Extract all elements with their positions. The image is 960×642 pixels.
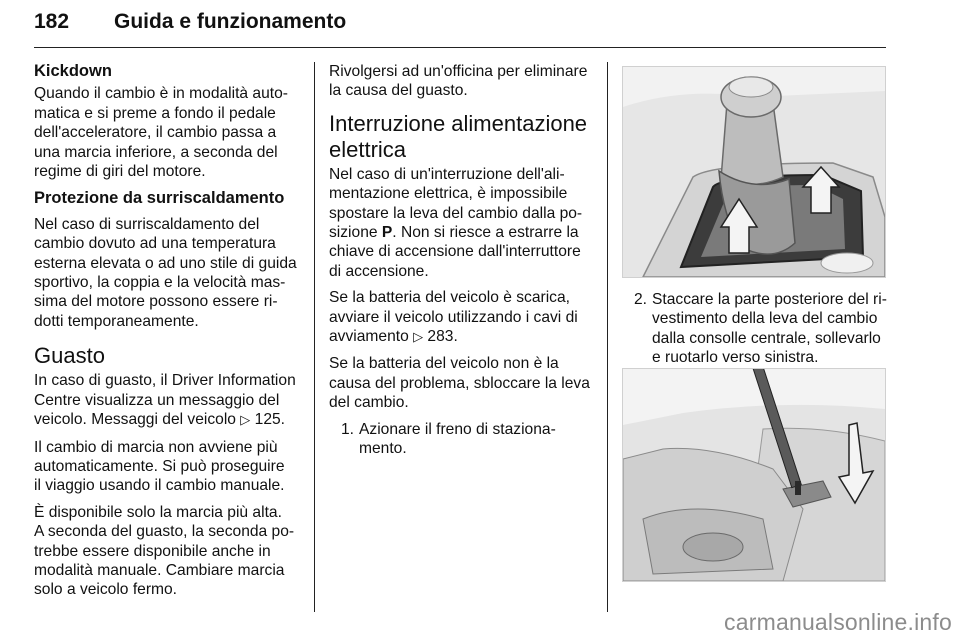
text-line: regime di giri del motore. xyxy=(34,163,206,181)
text-line: Se la batteria del veicolo è scarica, xyxy=(329,289,570,307)
overheat-heading: Protezione da surriscaldamento xyxy=(34,189,285,208)
park-position-label: P xyxy=(381,224,393,242)
text-line xyxy=(329,327,599,347)
text-line: È disponibile solo la marcia più alta. xyxy=(34,503,282,521)
text-line: del cambio. xyxy=(329,394,409,412)
text-line: Azionare il freno di staziona- xyxy=(359,420,556,438)
text-line: Se la batteria del veicolo non è la xyxy=(329,355,559,373)
text-line xyxy=(329,223,599,242)
text-line: dalla consolle centrale, sollevarlo xyxy=(652,329,881,347)
text-line: esterna elevata o ad uno stile di guida xyxy=(34,254,297,272)
column-divider-2 xyxy=(607,62,608,612)
page-reference-icon: ▷ xyxy=(413,330,424,346)
text-line: dotti temporaneamente. xyxy=(34,312,199,330)
fault-paragraph-3 xyxy=(34,503,306,600)
intro-paragraph xyxy=(329,62,599,101)
text-line xyxy=(34,410,306,430)
page-reference-link[interactable]: 125. xyxy=(254,411,285,429)
gear-lever-drawing xyxy=(623,67,885,277)
text-line: la causa del guasto. xyxy=(329,82,468,100)
text-fragment: veicolo. Messaggi del veicolo xyxy=(34,411,241,429)
text-line: matica e si preme a fondo il pedale xyxy=(34,104,276,122)
text-line: dell'acceleratore, il cambio passa a xyxy=(34,124,277,142)
header-rule xyxy=(34,47,886,48)
text-fragment: avviamento xyxy=(329,328,414,346)
console-trim-drawing xyxy=(623,369,885,581)
column-1 xyxy=(34,62,306,607)
text-line: Quando il cambio è in modalità auto- xyxy=(34,85,288,103)
text-line: mentazione elettrica, è impossibile xyxy=(329,185,568,203)
power-paragraph xyxy=(329,165,599,281)
page-reference-icon: ▷ xyxy=(240,413,251,429)
step-number: 1. xyxy=(341,420,355,438)
step-1 xyxy=(329,420,599,459)
text-line: A seconda del guasto, la seconda po- xyxy=(34,523,295,541)
text-line: vestimento della leva del cambio xyxy=(652,310,878,328)
fault-paragraph-1 xyxy=(34,371,306,430)
text-line: In caso di guasto, il Driver Information xyxy=(34,372,296,390)
text-line: mento. xyxy=(359,440,407,458)
heading-line: Interruzione alimentazione xyxy=(329,110,588,136)
text-line: Nel caso di surriscaldamento del xyxy=(34,215,260,233)
overheat-paragraph xyxy=(34,215,306,331)
gear-lever-illustration xyxy=(622,66,886,278)
column-3-text xyxy=(622,290,888,375)
text-line: causa del problema, sbloccare la leva xyxy=(329,374,590,392)
step-number: 2. xyxy=(634,291,648,308)
console-trim-illustration xyxy=(622,368,886,582)
text-line: modalità manuale. Cambiare marcia xyxy=(34,561,285,579)
fault-paragraph-2 xyxy=(34,438,306,496)
step-2 xyxy=(622,290,888,368)
text-line: sima del motore possono essere ri- xyxy=(34,293,278,311)
text-line: Centre visualizza un messaggio del xyxy=(34,391,280,409)
fault-heading: Guasto xyxy=(34,343,105,369)
page-number: 182 xyxy=(34,10,70,33)
text-fragment: sizione xyxy=(329,224,382,242)
text-line: e ruotarlo verso sinistra. xyxy=(652,349,819,367)
kickdown-paragraph xyxy=(34,84,306,181)
text-line: avviare il veicolo utilizzando i cavi di xyxy=(329,308,578,326)
text-line: Staccare la parte posteriore del ri- xyxy=(652,291,887,308)
text-fragment: . Non si riesce a estrarre la xyxy=(392,224,579,242)
section-title: Guida e funzionamento xyxy=(114,10,347,33)
text-line: trebbe essere disponibile anche in xyxy=(34,542,271,560)
text-line: il viaggio usando il cambio manuale. xyxy=(34,477,285,495)
text-line: spostare la leva del cambio dalla po- xyxy=(329,204,583,222)
text-line: cambio dovuto ad una temperatura xyxy=(34,235,276,253)
problem-paragraph xyxy=(329,354,599,412)
page-header xyxy=(34,8,886,48)
text-line: chiave di accensione dall'interruttore xyxy=(329,243,581,261)
text-line: Rivolgersi ad un'officina per eliminare xyxy=(329,63,588,80)
text-line: sportivo, la coppia e la velocità mas- xyxy=(34,274,286,292)
text-line: di accensione. xyxy=(329,262,429,280)
text-line: una marcia inferiore, a seconda del xyxy=(34,143,278,161)
text-line: automaticamente. Si può proseguire xyxy=(34,457,285,475)
watermark: carmanualsonline.info xyxy=(724,609,952,635)
kickdown-heading: Kickdown xyxy=(34,62,112,80)
text-line: solo a veicolo fermo. xyxy=(34,581,178,599)
column-divider-1 xyxy=(314,62,315,612)
battery-paragraph xyxy=(329,288,599,347)
column-2 xyxy=(329,62,599,466)
text-line: Nel caso di un'interruzione dell'ali- xyxy=(329,165,565,183)
power-heading xyxy=(329,111,599,163)
text-line: Il cambio di marcia non avviene più xyxy=(34,438,278,456)
page-reference-link[interactable]: 283. xyxy=(427,328,458,346)
heading-line: elettrica xyxy=(329,136,407,162)
